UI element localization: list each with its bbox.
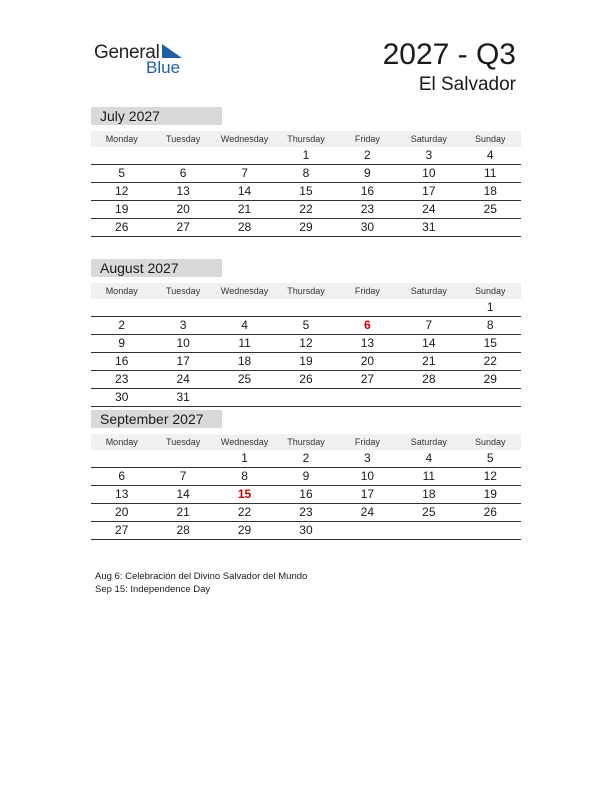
day-cell [460,219,521,236]
weekday-label: Tuesday [166,134,201,144]
day-cell: 11 [238,336,251,350]
weekday-label: Friday [354,134,380,144]
holiday-note: Sep 15: Independence Day [95,584,211,595]
day-cell [460,522,521,539]
day-cell: 27 [115,523,129,537]
week-row [91,389,521,407]
day-cell: 2 [364,148,371,162]
day-cell: 17 [360,487,375,501]
weekday-header-row [91,283,521,299]
day-cell: 13 [115,487,129,501]
week-row [91,219,521,237]
day-cell: 1 [302,148,310,162]
weekday-label: Wednesday [220,437,269,447]
weekday-label: Tuesday [166,286,201,296]
weekday-label: Thursday [287,437,325,447]
week-row [91,468,521,486]
weekday-label: Sunday [474,286,506,296]
holiday-day-cell: 6 [364,318,371,332]
week-row [91,353,521,371]
day-cell [214,299,275,316]
day-cell: 14 [176,487,190,501]
day-cell: 12 [483,469,497,483]
day-cell: 24 [176,372,190,386]
day-cell: 12 [115,184,129,198]
day-cell: 14 [237,184,252,198]
week-row [91,335,521,353]
day-cell: 4 [486,148,494,162]
day-cell: 24 [360,505,375,519]
day-cell: 17 [422,184,436,198]
logo-general-text: General [94,42,160,63]
weekday-label: Wednesday [220,286,269,296]
page-title: 2027 - Q3 [382,38,516,71]
holiday-day-cell: 15 [237,487,252,501]
day-cell: 7 [241,166,248,180]
day-cell: 1 [241,451,248,465]
day-cell: 20 [176,202,190,216]
day-cell: 25 [422,505,436,519]
week-row [91,147,521,165]
day-cell: 30 [115,390,129,404]
day-cell: 13 [360,336,375,350]
day-cell: 3 [364,451,371,465]
day-cell: 2 [118,318,126,332]
logo [94,40,194,80]
day-cell [275,299,336,316]
day-cell: 15 [299,184,313,198]
day-cell: 5 [486,451,494,465]
day-cell: 23 [360,202,375,216]
day-cell: 26 [483,505,497,519]
day-cell: 29 [483,372,497,386]
weekday-label: Thursday [287,134,325,144]
day-cell: 18 [483,184,497,198]
month-calendar [91,107,521,237]
weekday-label: Monday [105,286,138,296]
day-cell: 2 [302,451,310,465]
day-cell: 8 [486,318,494,332]
day-cell: 22 [483,354,497,368]
logo-blue-text: Blue [146,58,181,77]
week-row [91,522,521,540]
day-cell [398,522,459,539]
day-cell: 5 [118,166,126,180]
day-cell: 10 [422,166,436,180]
day-cell: 19 [483,487,497,501]
day-cell: 5 [302,318,310,332]
day-cell [275,389,336,406]
day-cell: 30 [360,220,375,234]
weekday-label: Monday [105,134,138,144]
weekday-label: Friday [354,437,380,447]
day-cell: 8 [241,469,248,483]
day-cell: 18 [237,354,252,368]
day-cell: 10 [360,469,375,483]
country-name: El Salvador [418,74,516,95]
weekday-label: Sunday [474,134,506,144]
day-cell [337,522,398,539]
weekday-label: Wednesday [220,134,269,144]
day-cell: 31 [176,390,190,404]
day-cell [91,450,152,467]
weekday-label: Thursday [287,286,325,296]
day-cell: 11 [422,469,436,483]
day-cell: 27 [360,372,375,386]
day-cell: 3 [179,318,187,332]
day-cell: 21 [422,354,436,368]
day-cell: 4 [425,451,433,465]
month-title: July 2027 [91,107,222,125]
day-cell [398,389,459,406]
month-calendar [91,259,521,407]
day-cell: 12 [299,336,313,350]
week-row [91,504,521,522]
day-cell: 19 [115,202,129,216]
day-cell: 14 [422,336,436,350]
weekday-label: Monday [105,437,138,447]
day-cell: 20 [360,354,375,368]
weekday-label: Sunday [474,437,506,447]
holiday-note: Aug 6: Celebración del Divino Salvador del Mundo [95,571,308,582]
day-cell: 25 [237,372,252,386]
weekday-header-row [91,131,521,147]
day-cell: 10 [176,336,190,350]
day-cell: 13 [176,184,190,198]
month-title: September 2027 [91,410,222,428]
day-cell: 31 [422,220,436,234]
day-cell: 26 [299,372,313,386]
day-cell: 8 [302,166,310,180]
day-cell: 24 [422,202,436,216]
day-cell: 19 [299,354,313,368]
day-cell [337,389,398,406]
day-cell: 22 [237,505,252,519]
day-cell: 3 [425,148,433,162]
month-calendar [91,410,521,540]
day-cell [337,299,398,316]
day-cell: 21 [176,505,190,519]
day-cell: 23 [115,372,129,386]
week-row [91,201,521,219]
week-row [91,371,521,389]
weekday-label: Saturday [410,286,447,296]
day-cell: 29 [237,523,252,537]
weekday-label: Saturday [410,134,447,144]
day-cell: 16 [299,487,313,501]
day-cell: 1 [486,300,494,314]
day-cell [152,450,213,467]
day-cell [152,299,213,316]
day-cell: 23 [299,505,313,519]
day-cell: 11 [484,166,497,180]
week-row [91,165,521,183]
holiday-notes [95,570,307,596]
week-row [91,450,521,468]
day-cell: 16 [115,354,129,368]
day-cell: 7 [179,469,187,483]
month-title: August 2027 [91,259,222,277]
day-cell [398,299,459,316]
day-cell: 25 [483,202,497,216]
day-cell: 15 [483,336,497,350]
week-row [91,486,521,504]
day-cell: 4 [241,318,248,332]
day-cell: 28 [237,220,252,234]
day-cell [91,147,152,164]
week-row [91,299,521,317]
day-cell: 6 [118,469,126,483]
day-cell [214,147,275,164]
day-cell: 22 [299,202,313,216]
day-cell: 18 [422,487,436,501]
day-cell: 7 [425,318,433,332]
day-cell: 30 [299,523,313,537]
day-cell: 29 [299,220,313,234]
weekday-label: Tuesday [166,437,201,447]
day-cell: 9 [118,336,126,350]
day-cell: 16 [360,184,375,198]
day-cell: 9 [364,166,371,180]
day-cell [91,299,152,316]
day-cell: 9 [302,469,310,483]
day-cell: 20 [115,505,129,519]
day-cell: 26 [115,220,129,234]
day-cell: 27 [176,220,190,234]
weekday-header-row [91,434,521,450]
day-cell: 28 [176,523,190,537]
day-cell [214,389,275,406]
day-cell: 21 [237,202,252,216]
day-cell: 6 [179,166,187,180]
weekday-label: Saturday [410,437,447,447]
day-cell: 17 [176,354,190,368]
week-row [91,317,521,335]
week-row [91,183,521,201]
day-cell [460,389,521,406]
weekday-label: Friday [354,286,380,296]
day-cell [152,147,213,164]
day-cell: 28 [422,372,436,386]
